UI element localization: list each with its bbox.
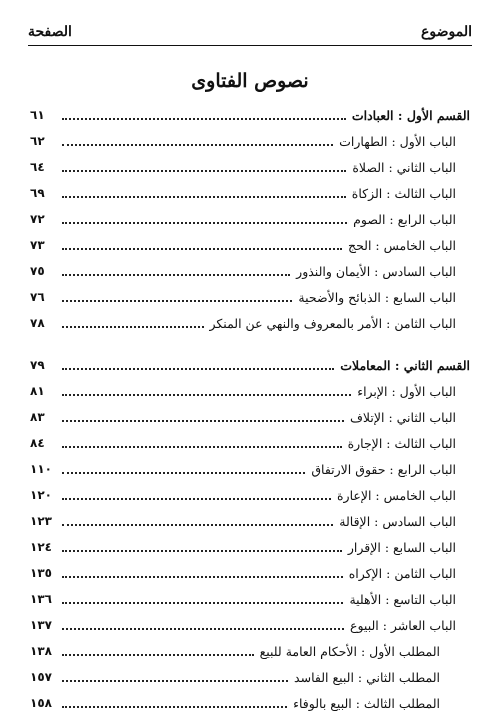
dot-leader	[62, 118, 346, 120]
toc-entry-label: الباب الرابع : حقوق الارتفاق	[311, 461, 456, 477]
dot-leader	[62, 170, 346, 172]
dot-leader	[62, 274, 290, 276]
dot-leader	[62, 300, 292, 302]
toc-entry-label: الباب الثالث : الإجارة	[347, 435, 456, 451]
toc-entry-page: ٦٤	[30, 160, 45, 174]
dot-leader	[62, 680, 288, 682]
toc-entry-label: الباب الثاني : الصلاة	[352, 159, 456, 175]
toc-part-muamalat[interactable]	[30, 352, 470, 378]
dot-leader	[62, 472, 305, 474]
toc-entry-page: ١٢٤	[30, 540, 52, 554]
header-topic-label: الموضوع	[421, 24, 472, 40]
toc-entry[interactable]	[30, 258, 470, 284]
toc-entry[interactable]	[30, 482, 470, 508]
toc-entry[interactable]	[30, 612, 470, 638]
toc-entry-label: الباب الرابع : الصوم	[353, 211, 456, 227]
dot-leader	[62, 706, 287, 708]
toc-entry[interactable]	[30, 508, 470, 534]
toc-entry-label: الباب التاسع : الأهلية	[349, 591, 456, 607]
toc-entry-page: ٦٢	[30, 134, 45, 148]
dot-leader	[62, 654, 254, 656]
toc-entry[interactable]	[30, 456, 470, 482]
toc-part-ibadat[interactable]	[30, 102, 470, 128]
toc-entry[interactable]	[30, 404, 470, 430]
dot-leader	[62, 628, 344, 630]
toc-entry[interactable]	[30, 310, 470, 336]
toc-entry-label: المطلب الثاني : البيع الفاسد	[294, 669, 440, 685]
toc-entry-page: ١٣٥	[30, 566, 52, 580]
page-header	[28, 24, 472, 46]
toc-entry-label: الباب الثامن : الأمر بالمعروف والنهي عن المنكر	[209, 315, 456, 331]
toc-entry-page: ١٣٦	[30, 592, 52, 606]
toc-subentry[interactable]	[30, 664, 470, 690]
toc-entry-label: الباب الثامن : الإكراه	[348, 565, 456, 581]
toc-entry-label: الباب الأول : الطهارات	[339, 133, 456, 149]
toc-entry-page: ٧٨	[30, 316, 45, 330]
toc-entry[interactable]	[30, 586, 470, 612]
toc-entry[interactable]	[30, 154, 470, 180]
dot-leader	[62, 368, 334, 370]
toc-entry[interactable]	[30, 128, 470, 154]
toc-entry-page: ٦١	[30, 108, 45, 122]
toc-entry-page: ١٥٧	[30, 670, 52, 684]
toc-entry-page: ١٢٠	[30, 488, 52, 502]
dot-leader	[62, 248, 342, 250]
toc-entry-label: الباب الخامس : الحج	[348, 237, 456, 253]
dot-leader	[62, 144, 333, 146]
toc-entry-label: الباب الخامس : الإعارة	[336, 487, 456, 503]
toc-entry[interactable]	[30, 180, 470, 206]
toc-entry-page: ١٣٨	[30, 644, 52, 658]
toc-entry-page: ٧٢	[30, 212, 45, 226]
toc-entry-label: الباب الأول : الإبراء	[357, 383, 456, 399]
toc-entry[interactable]	[30, 430, 470, 456]
toc-subentry[interactable]	[30, 638, 470, 664]
table-of-contents	[30, 102, 470, 716]
dot-leader	[62, 576, 343, 578]
toc-entry-label: القسم الثاني : المعاملات	[340, 357, 470, 373]
dot-leader	[62, 550, 342, 552]
toc-entry-label: الباب السابع : الذبائح والأضحية	[298, 289, 456, 305]
dot-leader	[62, 326, 204, 328]
toc-entry-page: ٧٣	[30, 238, 45, 252]
dot-leader	[62, 498, 331, 500]
dot-leader	[62, 196, 346, 198]
toc-entry[interactable]	[30, 378, 470, 404]
toc-entry[interactable]	[30, 206, 470, 232]
toc-entry-page: ١٣٧	[30, 618, 52, 632]
toc-entry-label: الباب الثاني : الإتلاف	[349, 409, 456, 425]
toc-entry-page: ٧٦	[30, 290, 45, 304]
section-gap	[30, 336, 470, 352]
toc-entry-label: الباب السادس : الأيمان والنذور	[296, 263, 456, 279]
toc-entry-label: الباب السابع : الإقرار	[347, 539, 456, 555]
header-page-label: الصفحة	[28, 24, 72, 40]
toc-entry-label: القسم الأول : العبادات	[351, 107, 470, 123]
dot-leader	[62, 222, 347, 224]
toc-entry-label: الباب السادس : الإقالة	[339, 513, 456, 529]
toc-entry-page: ٧٩	[30, 358, 45, 372]
dot-leader	[62, 524, 333, 526]
toc-entry-page: ١٢٣	[30, 514, 52, 528]
section-title: نصوص الفتاوى	[191, 70, 309, 92]
toc-entry-page: ٨٤	[30, 436, 45, 450]
toc-entry-label: المطلب الثالث : البيع بالوفاء	[293, 695, 440, 711]
toc-entry[interactable]	[30, 560, 470, 586]
toc-entry-label: الباب العاشر : البيوع	[350, 617, 456, 633]
toc-entry-label: الباب الثالث : الزكاة	[351, 185, 456, 201]
dot-leader	[62, 420, 344, 422]
toc-entry[interactable]	[30, 534, 470, 560]
toc-subentry[interactable]	[30, 690, 470, 716]
toc-entry-page: ٨١	[30, 384, 45, 398]
toc-entry-page: ٧٥	[30, 264, 45, 278]
toc-entry-page: ٨٣	[30, 410, 45, 424]
toc-entry-label: المطلب الأول : الأحكام العامة للبيع	[259, 643, 440, 659]
toc-entry[interactable]	[30, 284, 470, 310]
toc-entry-page: ١١٠	[30, 462, 52, 476]
dot-leader	[62, 394, 351, 396]
dot-leader	[62, 446, 342, 448]
toc-entry-page: ١٥٨	[30, 696, 52, 710]
toc-entry[interactable]	[30, 232, 470, 258]
toc-entry-page: ٦٩	[30, 186, 45, 200]
dot-leader	[62, 602, 343, 604]
